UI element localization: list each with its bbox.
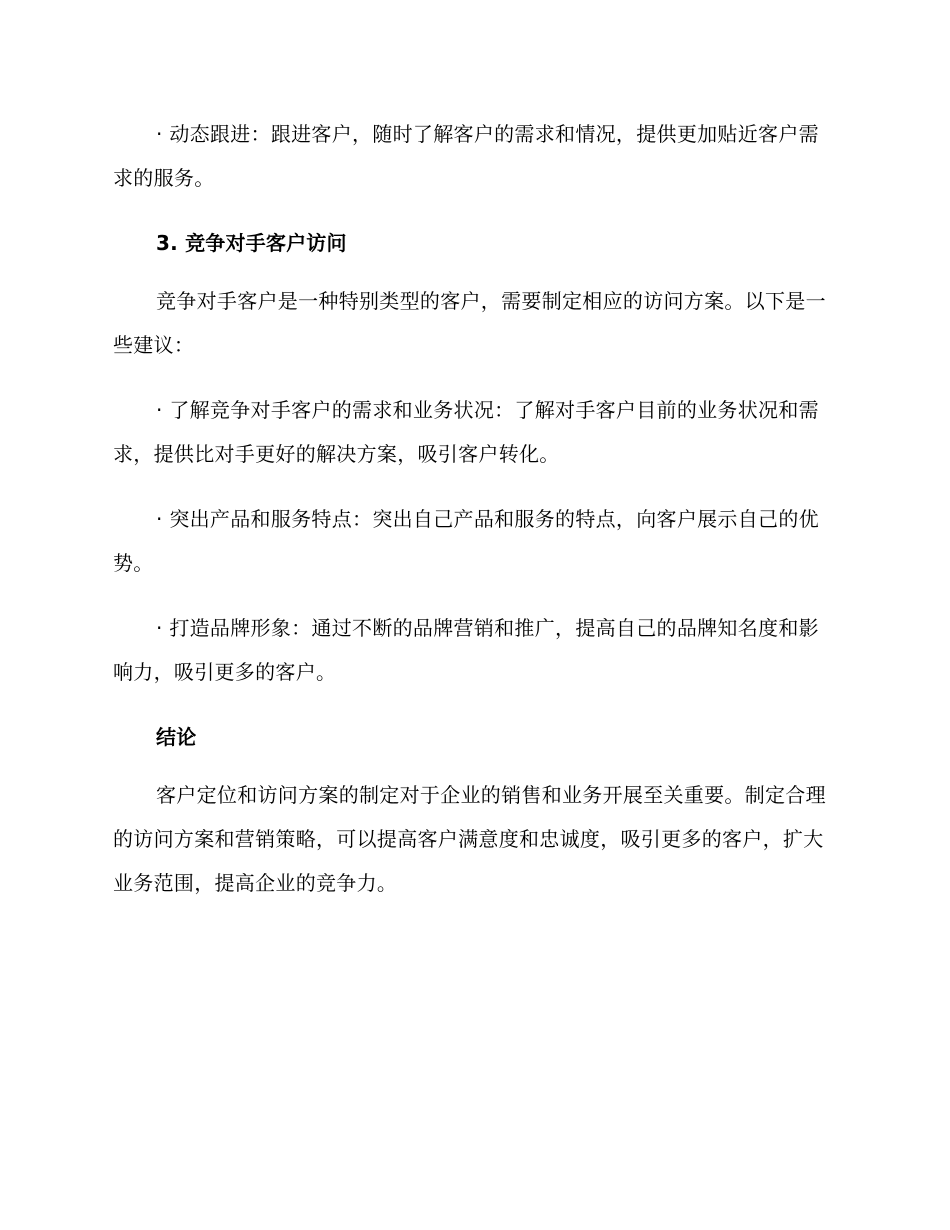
- bullet-highlight-product-features: · 突出产品和服务特点：突出自己产品和服务的特点，向客户展示自己的优势。: [113, 507, 819, 575]
- section-heading-competitor-visits: 3. 竞争对手客户访问: [156, 231, 347, 255]
- bullet-build-brand-image: · 打造品牌形象：通过不断的品牌营销和推广，提高自己的品牌知名度和影响力，吸引更多的客户。: [113, 616, 819, 684]
- document-body: [113, 112, 835, 926]
- bullet-understand-competitor-needs: · 了解竞争对手客户的需求和业务状况：了解对手客户目前的业务状况和需求，提供比对手更好的解决方案，吸引客户转化。: [113, 398, 819, 466]
- bullet-dynamic-follow-up: · 动态跟进：跟进客户，随时了解客户的需求和情况，提供更加贴近客户需求的服务。: [113, 122, 819, 190]
- conclusion-paragraph: 客户定位和访问方案的制定对于企业的销售和业务开展至关重要。制定合理的访问方案和营销策略，可以提高客户满意度和忠诚度，吸引更多的客户，扩大业务范围，提高企业的竞争力。: [113, 783, 826, 895]
- section-heading-conclusion: 结论: [156, 725, 197, 749]
- competitor-intro-paragraph: 竞争对手客户是一种特别类型的客户，需要制定相应的访问方案。以下是一些建议：: [113, 289, 826, 357]
